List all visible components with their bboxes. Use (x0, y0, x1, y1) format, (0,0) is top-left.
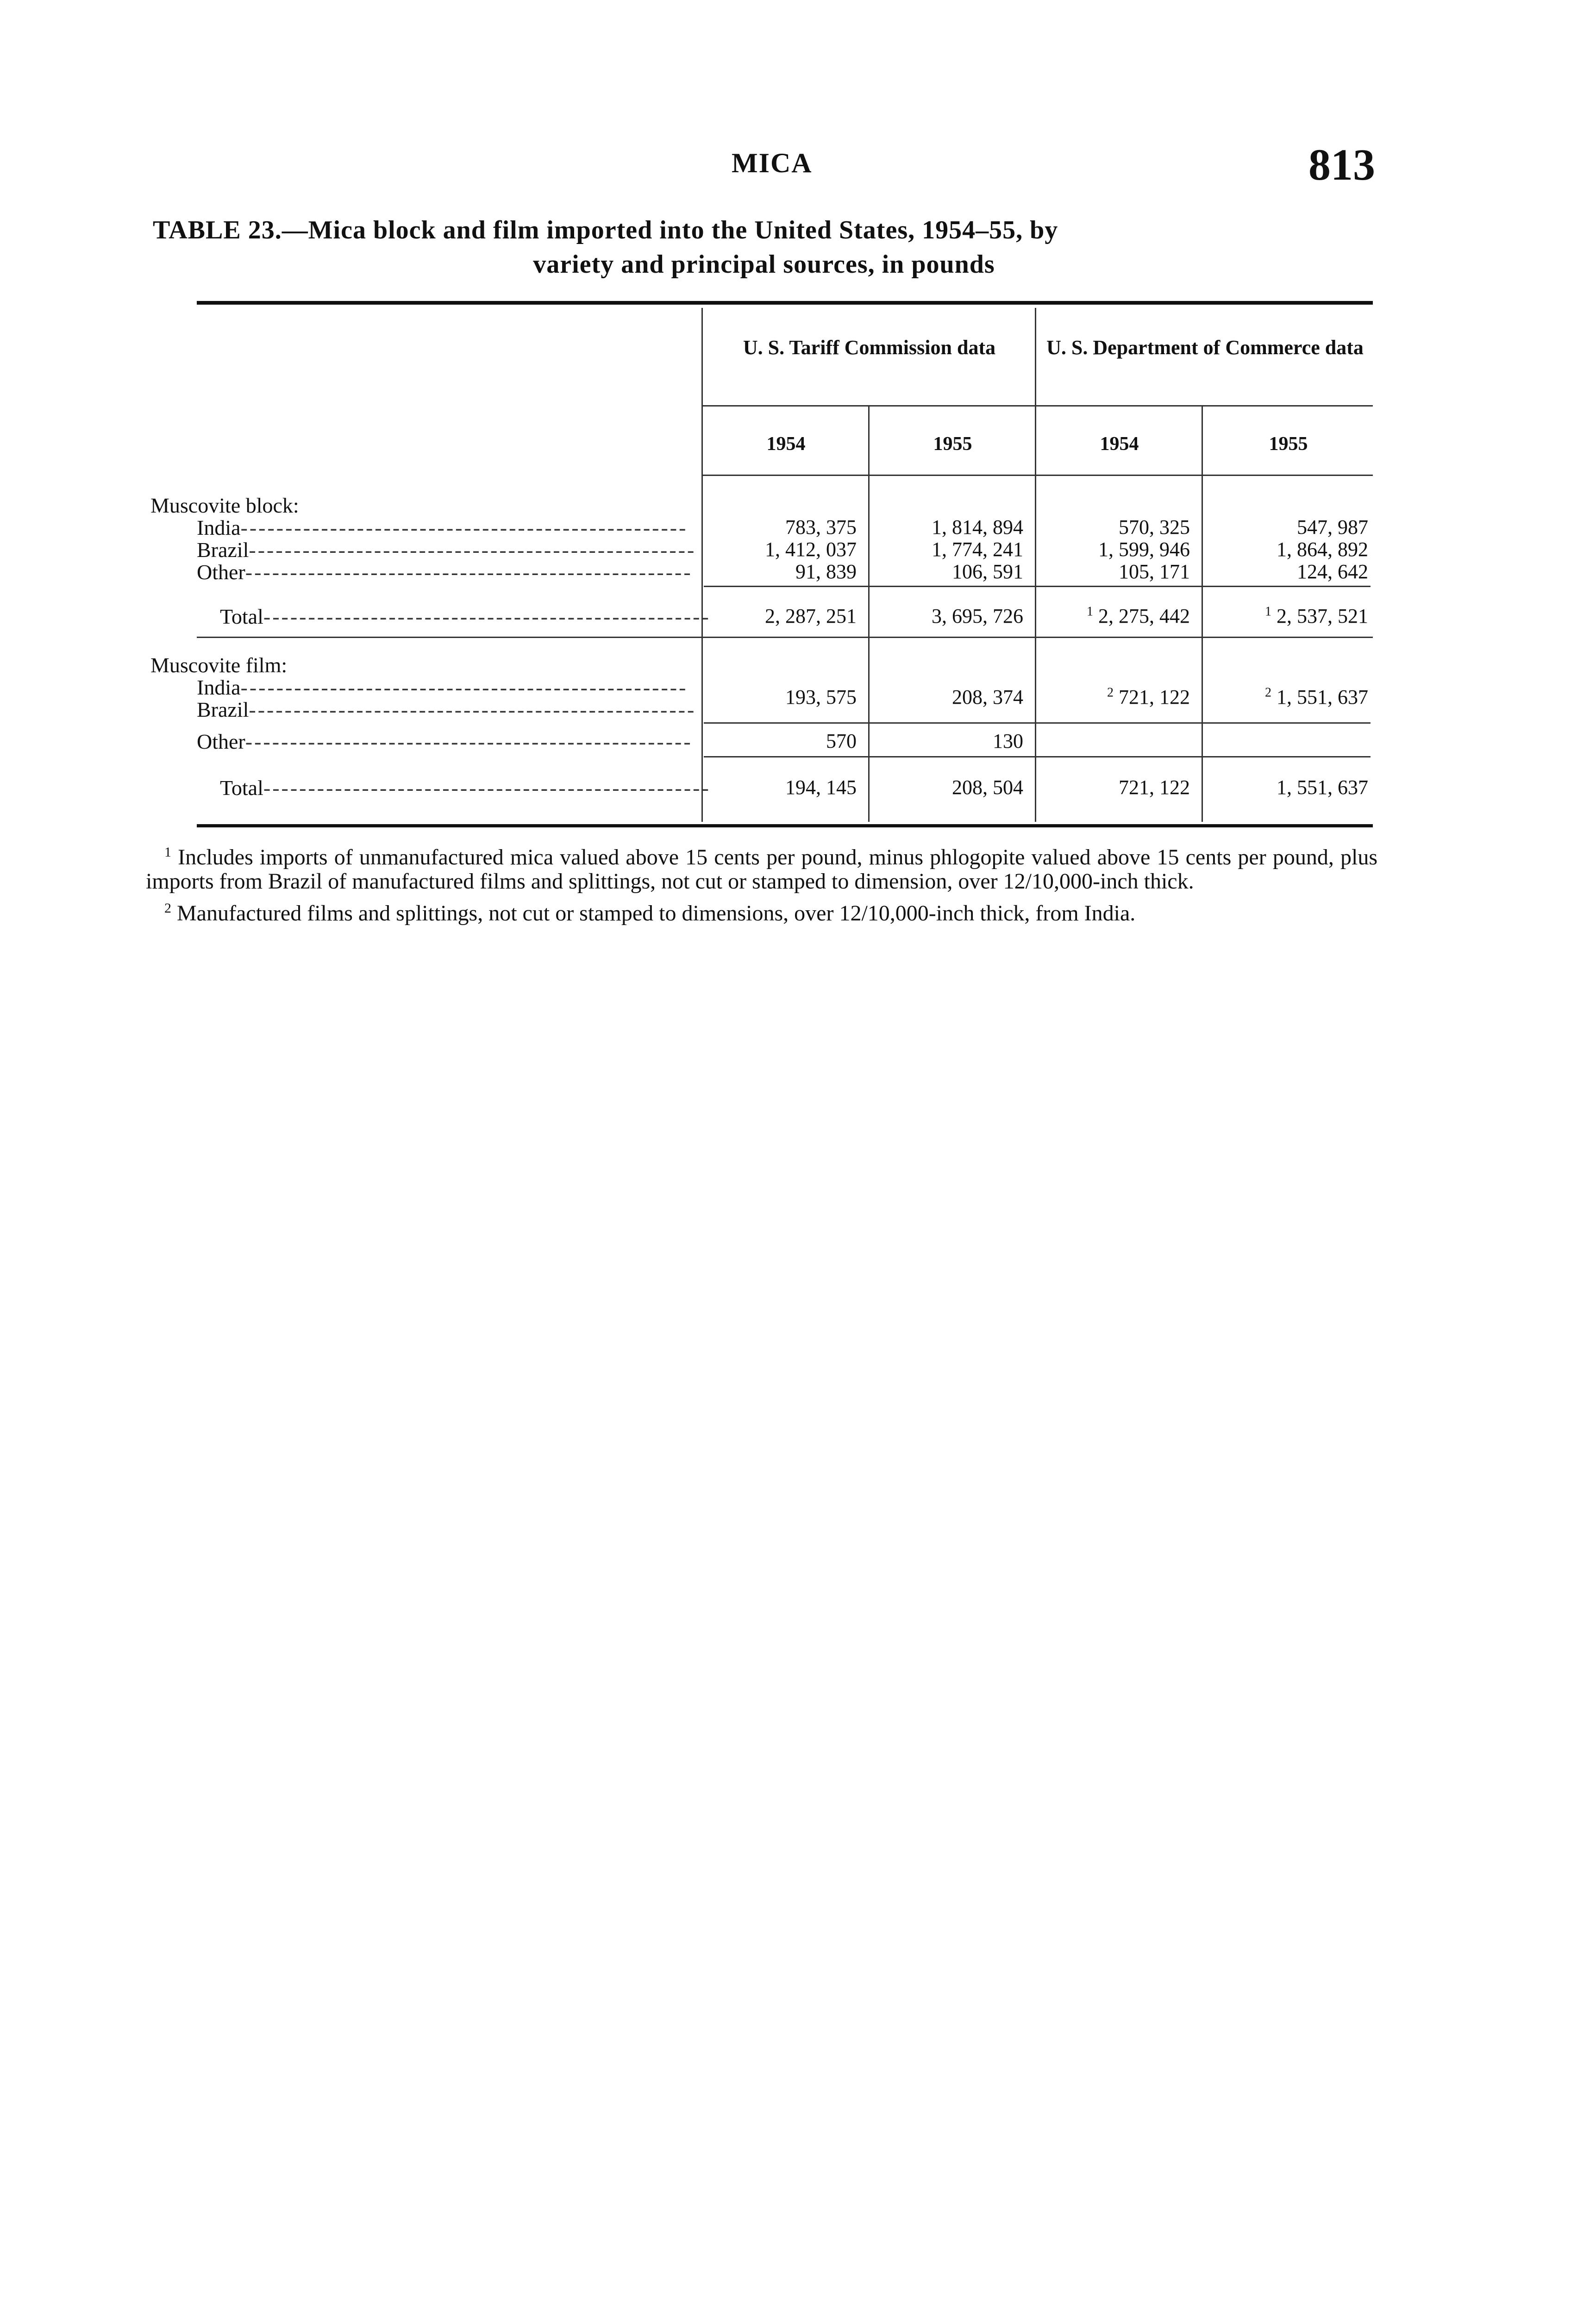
total-label-text: Total (220, 605, 263, 628)
row-rule (704, 722, 1371, 724)
subtotal-rule (704, 756, 1371, 757)
table-cell: 570 (826, 730, 857, 752)
table-cell: 783, 375 (785, 516, 857, 538)
total-label-text: Total (220, 776, 263, 800)
leader-dots: -------------------------------------------------- (249, 538, 696, 562)
year-heading: 1955 (933, 433, 972, 455)
table-cell: 1, 864, 892 (1277, 538, 1368, 561)
footnote-text: Manufactured films and splittings, not cut or stamped to dimensions, over 12/10,000-inch thick, from India. (177, 901, 1136, 926)
table-cell: 547, 987 (1297, 516, 1368, 538)
footnote (146, 896, 1377, 926)
table-cell-total: 208, 504 (952, 776, 1023, 799)
table-cell: 130 (993, 730, 1023, 752)
year-header-rule (701, 475, 1373, 476)
footnotes (146, 840, 1377, 928)
table-cell: 570, 325 (1119, 516, 1190, 538)
group-divider (1035, 308, 1036, 822)
table-cell: 1, 412, 037 (765, 538, 857, 561)
leader-dots: -------------------------------------------------- (245, 730, 693, 753)
caption-line-2: variety and principal sources, in pounds (533, 250, 995, 279)
table-cell: 124, 642 (1297, 560, 1368, 583)
year-heading: 1954 (766, 433, 806, 455)
leader-dots: -------------------------------------------------- (263, 605, 711, 628)
footnote-mark: 1 (164, 845, 171, 860)
year-heading: 1955 (1269, 433, 1308, 455)
table-cell-total (1037, 604, 1190, 628)
footnote-marker: 1 (1087, 604, 1093, 619)
table-cell (1037, 685, 1190, 709)
section-heading: Muscovite block: (150, 494, 299, 517)
footnote-text: Includes imports of unmanufactured mica valued above 15 cents per pound, minus phlogopite valued above 15 cents per pound, plus imports from Brazil of manufactured films and splittings, not cut or stamped to dimension, over 12/10,000-inch thick. (146, 845, 1377, 894)
data-table (150, 308, 1373, 822)
leader-dots: -------------------------------------------------- (263, 776, 711, 800)
page-number: 813 (1308, 140, 1375, 189)
table-cell-total: 3, 695, 726 (932, 605, 1023, 627)
table-cell-total: 1, 551, 637 (1277, 776, 1368, 799)
leader-dots: -------------------------------------------------- (240, 676, 688, 699)
table-cell: 1, 774, 241 (932, 538, 1023, 561)
section-heading: Muscovite film: (150, 653, 288, 677)
table-top-rule (197, 301, 1373, 305)
row-label-text: Brazil (197, 538, 249, 562)
section-rule (197, 637, 1373, 638)
table-cell (1204, 685, 1368, 709)
table-cell: 193, 575 (785, 686, 857, 708)
caption-line-1: TABLE 23.—Mica block and film imported into the United States, 1954–55, by (153, 216, 1058, 244)
table-cell: 91, 839 (795, 560, 857, 583)
footnote-marker: 2 (1107, 685, 1114, 700)
row-label-text: Other (197, 560, 245, 584)
footnote (146, 840, 1377, 894)
leader-dots: -------------------------------------------------- (240, 516, 688, 539)
running-title: MICA (732, 148, 813, 178)
group-header-rule (701, 405, 1373, 407)
table-caption (153, 213, 1375, 282)
row-label-text: India (197, 676, 241, 699)
running-header (153, 139, 1375, 194)
row-label-text: Other (197, 730, 245, 753)
cell-value: 2, 275, 442 (1098, 605, 1190, 627)
table-cell: 208, 374 (952, 686, 1023, 708)
cell-value: 721, 122 (1119, 686, 1190, 708)
footnote-marker: 1 (1265, 604, 1271, 619)
table-cell: 106, 591 (952, 560, 1023, 583)
cell-value: 2, 537, 521 (1277, 605, 1368, 627)
column-divider (1202, 405, 1203, 822)
footnote-mark: 2 (164, 901, 171, 916)
cell-value: 1, 551, 637 (1277, 686, 1368, 708)
group-heading-commerce-department: U. S. Department of Commerce data (1046, 336, 1364, 359)
footnote-marker: 2 (1265, 685, 1271, 700)
leader-dots: -------------------------------------------------- (249, 698, 696, 721)
table-cell-total: 721, 122 (1119, 776, 1190, 799)
table-cell: 105, 171 (1119, 560, 1190, 583)
row-label-text: Brazil (197, 698, 249, 721)
row-label-text: India (197, 516, 241, 539)
table-cell: 1, 814, 894 (932, 516, 1023, 538)
subtotal-rule (704, 586, 1371, 587)
table-cell-total (1204, 604, 1368, 628)
table-cell-total: 194, 145 (785, 776, 857, 799)
leader-dots: -------------------------------------------------- (245, 560, 693, 584)
group-heading-tariff-commission: U. S. Tariff Commission data (743, 336, 996, 359)
table-cell-total: 2, 287, 251 (765, 605, 857, 627)
year-heading: 1954 (1100, 433, 1139, 455)
table-bottom-rule (197, 824, 1373, 827)
table-cell: 1, 599, 946 (1098, 538, 1190, 561)
